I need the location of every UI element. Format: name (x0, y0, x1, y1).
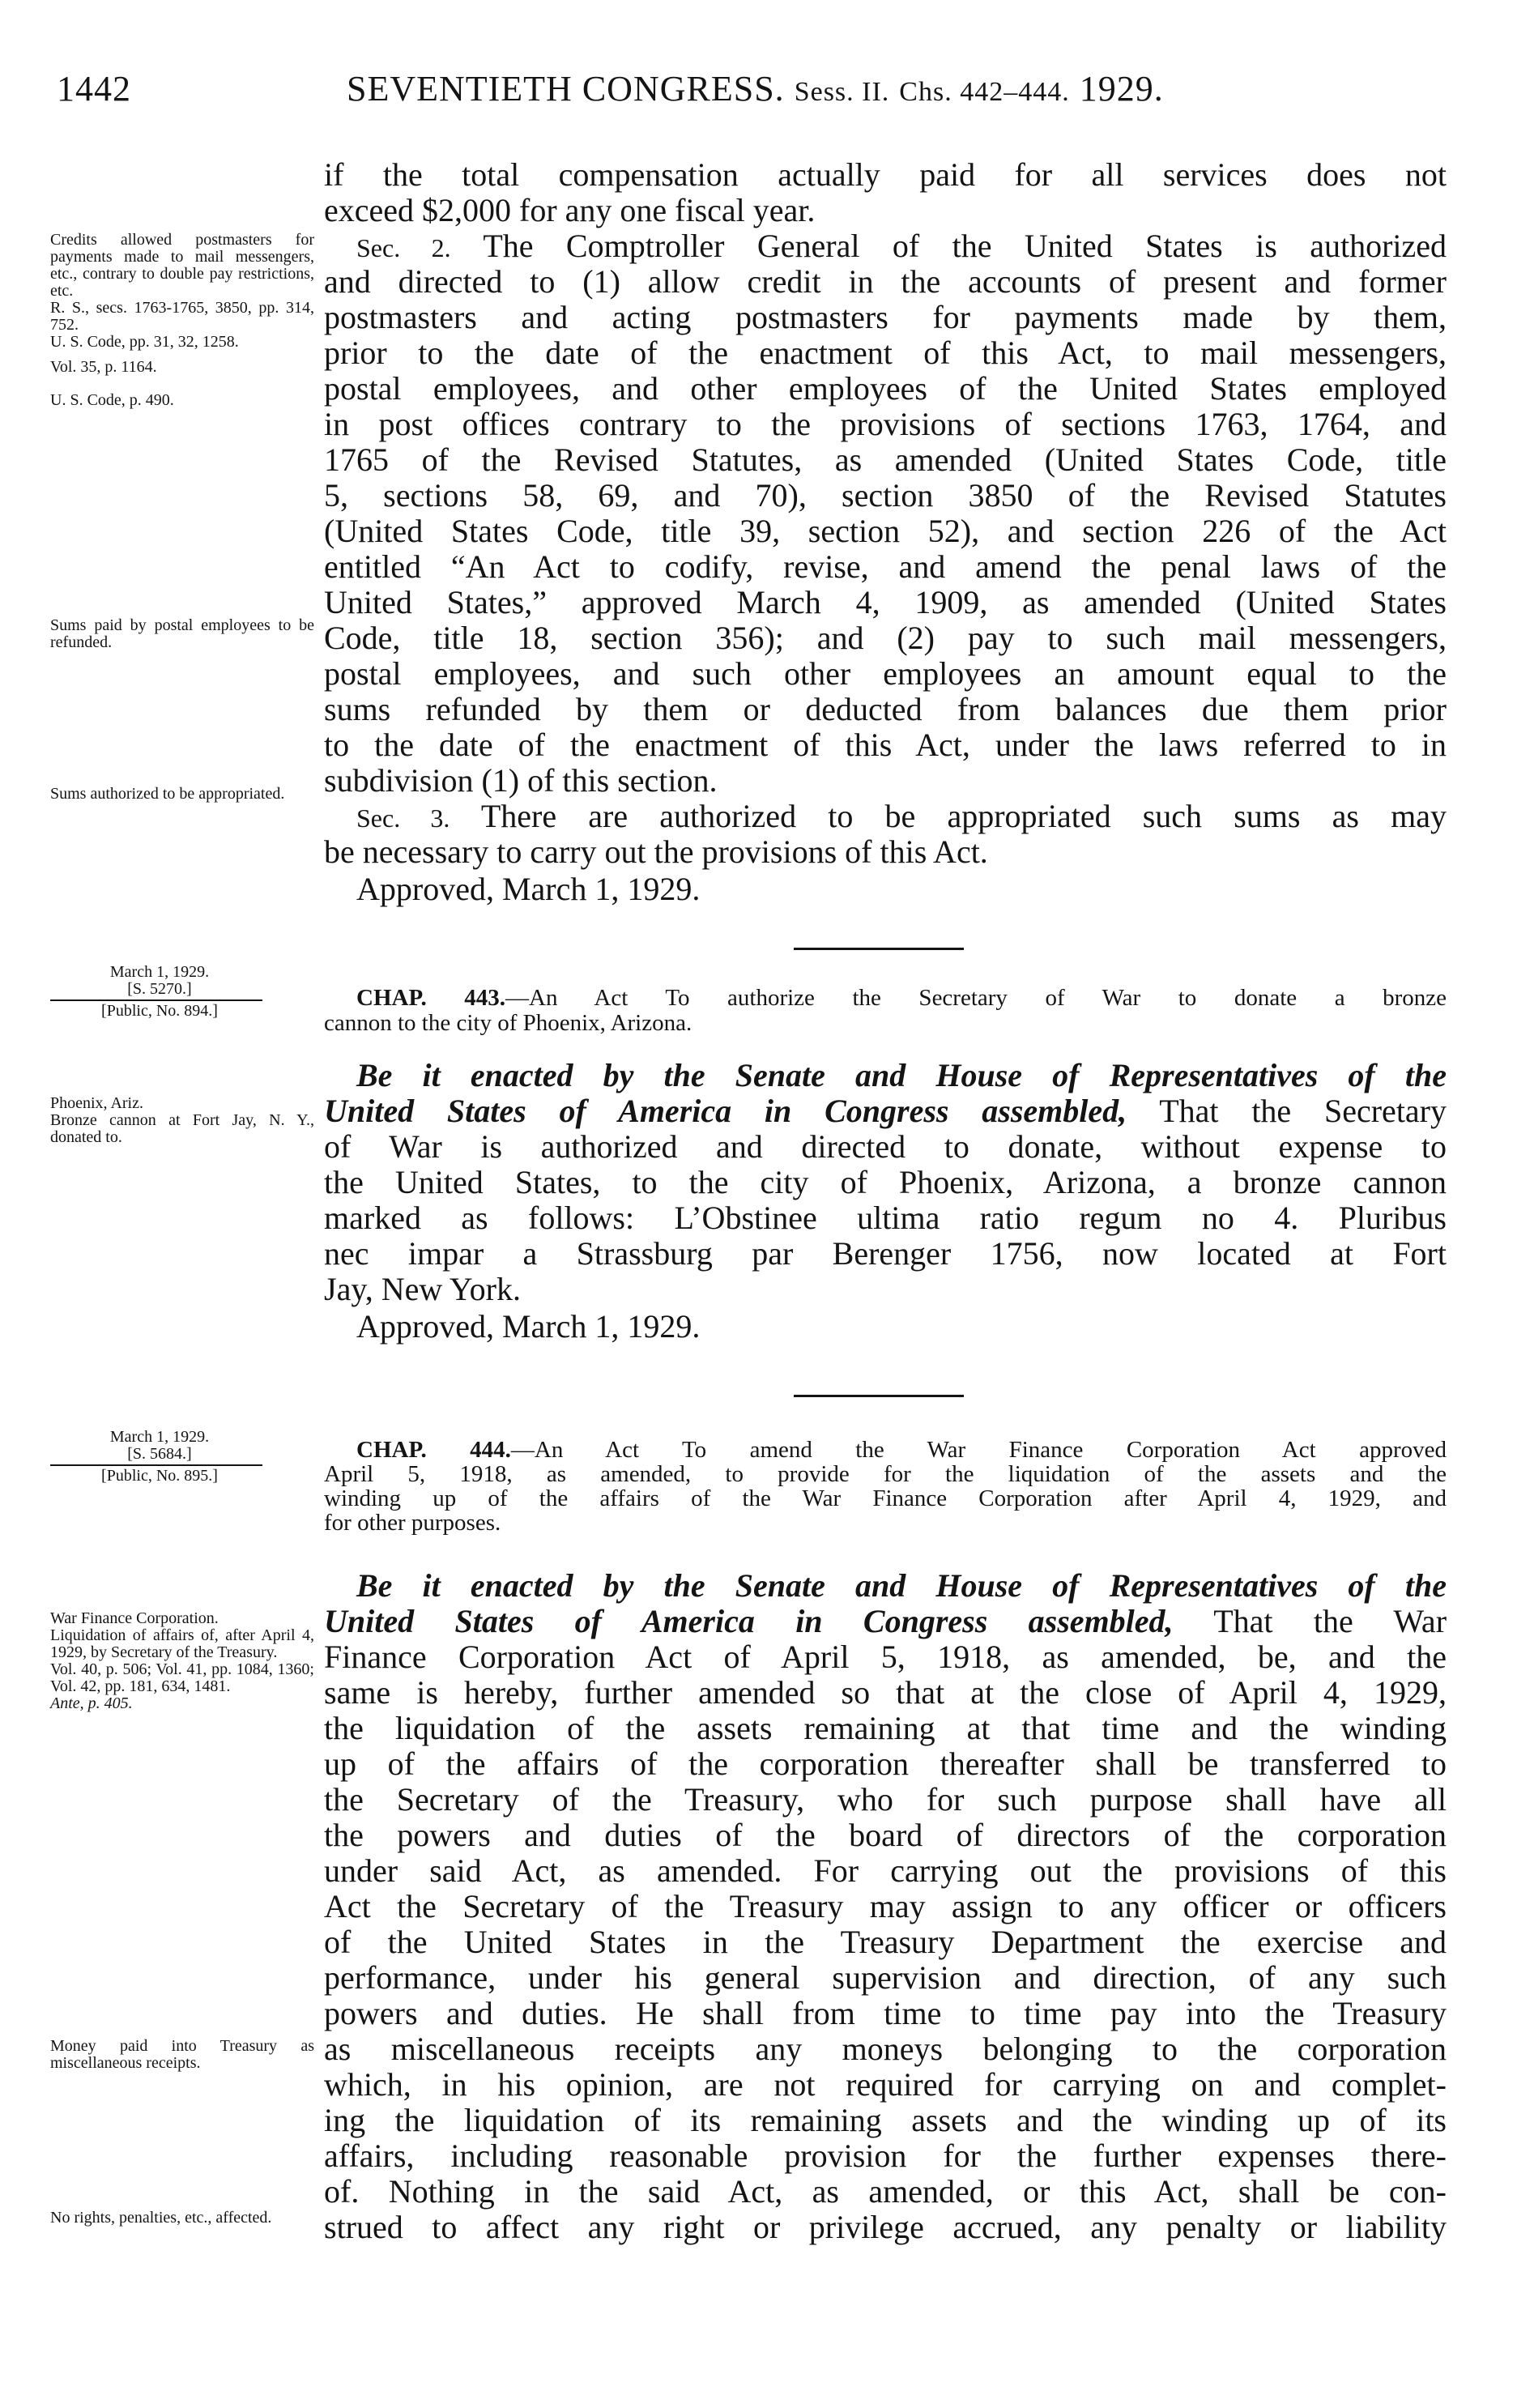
enacting-clause-text: Be it enacted by the Senate and House of Representatives of the (356, 1567, 1447, 1604)
margin-rule (50, 1464, 262, 1466)
text-run: That the Secretary (1159, 1093, 1447, 1129)
ch444-public-number: [Public, No. 895.] (101, 1467, 218, 1485)
text-line: exceed $2,000 for any one fiscal year. (324, 192, 816, 228)
ch443-approval-date: March 1, 1929. (109, 963, 210, 981)
margin-note-ref: Ante, p. 405. (50, 1694, 133, 1712)
chapter-divider (794, 948, 964, 950)
chapter-443-title-line (356, 987, 1447, 1010)
text-line: ing the liquidation of its remaining assets and the winding up of its (324, 2102, 1447, 2138)
text-line: postal employees, and such other employees an amount equal to the (324, 655, 1447, 692)
ch444-topic: War Finance Corporation. (50, 1609, 219, 1627)
text-line: subdivision (1) of this section. (324, 762, 718, 799)
text-line: in post offices contrary to the provisions of sections 1763, 1764, and (324, 406, 1447, 442)
text-line: affairs, including reasonable provision for the further expenses there- (324, 2137, 1447, 2174)
ch444-approval-date: March 1, 1929. (109, 1428, 210, 1446)
text-line: under said Act, as amended. For carrying out the provisions of this (324, 1852, 1447, 1889)
margin-note-ch443-topic (50, 1095, 314, 1146)
ch444-liquidation: Liquidation of affairs of, after April 4, 1929, by Secretary of the Treasury. (50, 1626, 314, 1661)
ch444-bill-number: [S. 5684.] (127, 1445, 192, 1463)
chapter-444-title-line (356, 1438, 1447, 1462)
text-line: United States,” approved March 4, 1909, as amended (United States (324, 584, 1447, 620)
text-line: strued to affect any right or privilege accrued, any penalty or liability (324, 2209, 1447, 2245)
text-line: as miscellaneous receipts any moneys belonging to the corporation (324, 2031, 1447, 2067)
text-run: The Comptroller General of the United States is authorized (483, 228, 1447, 264)
text-line (324, 1093, 1447, 1129)
text-line: the United States, to the city of Phoenix, Arizona, a bronze cannon (324, 1164, 1447, 1200)
text-line: of the United States in the Treasury Department the exercise and (324, 1924, 1447, 1960)
margin-rule (50, 999, 262, 1001)
margin-note-ref: Vol. 40, p. 506; Vol. 41, pp. 1084, 1360; Vol. 42, pp. 181, 634, 1481. (50, 1660, 314, 1695)
enacting-clause-text: United States of America in Congress assembled, (324, 1603, 1174, 1639)
chapter-443-label: CHAP. 443. (356, 985, 506, 1011)
enacting-clause-text: Be it enacted by the Senate and House of Representatives of the (356, 1057, 1447, 1093)
chapter-444-title-line: for other purposes. (324, 1510, 501, 1536)
margin-note-credits (50, 232, 314, 409)
text-line: up of the affairs of the corporation thereafter shall be transferred to (324, 1745, 1447, 1782)
chapters-label: Chs. 442–444. (899, 77, 1070, 107)
text-line: be necessary to carry out the provisions of this Act. (324, 833, 988, 870)
text-run: There are authorized to be appropriated such sums as may (480, 798, 1447, 834)
header-year: 1929. (1079, 69, 1164, 109)
text-line: of. Nothing in the said Act, as amended, or this Act, shall be con- (324, 2173, 1447, 2210)
text-run: —An Act To amend the War Finance Corporation Act approved (510, 1437, 1447, 1463)
text-line: performance, under his general supervision and direction, of any such (324, 1959, 1447, 1996)
text-line: postal employees, and other employees of the United States employed (324, 370, 1447, 407)
section-2-label: Sec. 2. (356, 233, 451, 262)
text-line: sums refunded by them or deducted from balances due them prior (324, 691, 1447, 727)
text-line: postmasters and acting postmasters for payments made by them, (324, 299, 1447, 335)
enacting-clause (356, 1568, 1447, 1604)
running-title (347, 68, 1164, 109)
enacting-clause (356, 1058, 1447, 1093)
approval-line: Approved, March 1, 1929. (356, 871, 701, 907)
text-line: Jay, New York. (324, 1271, 521, 1307)
ch443-bill-number: [S. 5270.] (127, 980, 192, 998)
margin-note-appropriation: Sums authorized to be appropriated. (50, 785, 285, 803)
text-line: to the date of the enactment of this Act, under the laws referred to in (324, 727, 1447, 763)
section-3-line (356, 799, 1447, 834)
text-line: 1765 of the Revised Statutes, as amended (United States Code, title (324, 441, 1447, 478)
text-line: the powers and duties of the board of directors of the corporation (324, 1817, 1447, 1853)
section-2-line (356, 228, 1447, 264)
text-line: 5, sections 58, 69, and 70), section 3850 of the Revised Statutes (324, 477, 1447, 514)
text-line: (United States Code, title 39, section 52), and section 226 of the Act (324, 513, 1447, 549)
text-line: and directed to (1) allow credit in the accounts of present and former (324, 263, 1447, 300)
ch443-public-number: [Public, No. 894.] (101, 1002, 218, 1020)
text-line: entitled “An Act to codify, revise, and amend the penal laws of the (324, 548, 1447, 585)
section-3-label: Sec. 3. (356, 803, 450, 833)
margin-note-ref: R. S., secs. 1763-1765, 3850, pp. 314, 752. (50, 299, 314, 334)
margin-note-refund: Sums paid by postal employees to be refunded. (50, 616, 314, 651)
text-run: —An Act To authorize the Secretary of War to donate a bronze (505, 985, 1447, 1011)
text-line: same is hereby, further amended so that at the close of April 4, 1929, (324, 1674, 1447, 1711)
margin-note-credits-topic: Credits allowed postmasters for payments made to mail messengers, etc., contrary to double pay restrictions, etc. (50, 231, 314, 300)
text-run: That the War (1213, 1603, 1447, 1639)
chapter-443-title-line: cannon to the city of Phoenix, Arizona. (324, 1010, 692, 1036)
margin-note-ch444-dates (50, 1429, 269, 1485)
chapter-444-title-line: April 5, 1918, as amended, to provide for the liquidation of the assets and the (324, 1461, 1447, 1487)
text-line: powers and duties. He shall from time to time pay into the Treasury (324, 1995, 1447, 2031)
text-line: the Secretary of the Treasury, who for such purpose shall have all (324, 1781, 1447, 1818)
text-line (324, 1604, 1447, 1639)
margin-note-ch443-dates (50, 964, 269, 1020)
text-line: the liquidation of the assets remaining at that time and the winding (324, 1710, 1447, 1746)
text-line: nec impar a Strassburg par Berenger 1756, now located at Fort (324, 1235, 1447, 1272)
margin-note-ch444-topic (50, 1610, 314, 1712)
text-line: if the total compensation actually paid for all services does not (324, 156, 1447, 193)
margin-note-ref: Vol. 35, p. 1164. (50, 358, 157, 376)
text-line: marked as follows: L’Obstinee ultima ratio regum no 4. Pluribus (324, 1200, 1447, 1236)
text-line: prior to the date of the enactment of this Act, to mail messengers, (324, 335, 1447, 371)
text-line: which, in his opinion, are not required for carrying on and complet- (324, 2066, 1447, 2103)
text-line: Act the Secretary of the Treasury may assign to any officer or officers (324, 1888, 1447, 1924)
margin-note-ref: U. S. Code, p. 490. (50, 391, 174, 409)
margin-note-money: Money paid into Treasury as miscellaneous receipts. (50, 2037, 314, 2072)
margin-note-rights: No rights, penalties, etc., affected. (50, 2209, 272, 2227)
ch443-place: Phoenix, Ariz. (50, 1094, 143, 1112)
text-line: Finance Corporation Act of April 5, 1918, as amended, be, and the (324, 1639, 1447, 1675)
session-label: Sess. II. (794, 77, 890, 107)
chapter-444-label: CHAP. 444. (356, 1437, 511, 1463)
margin-note-ref: U. S. Code, pp. 31, 32, 1258. (50, 333, 239, 351)
ch443-topic: Bronze cannon at Fort Jay, N. Y., donated to. (50, 1111, 314, 1146)
text-line: of War is authorized and directed to donate, without expense to (324, 1128, 1447, 1165)
enacting-clause-text: United States of America in Congress assembled, (324, 1093, 1127, 1129)
chapter-divider (794, 1395, 964, 1397)
approval-line: Approved, March 1, 1929. (356, 1308, 701, 1345)
congress-title: SEVENTIETH CONGRESS. (347, 69, 785, 109)
chapter-444-title-line: winding up of the affairs of the War Finance Corporation after April 4, 1929, and (324, 1485, 1447, 1511)
text-line: Code, title 18, section 356); and (2) pay to such mail messengers, (324, 620, 1447, 656)
page-number: 1442 (57, 69, 131, 109)
